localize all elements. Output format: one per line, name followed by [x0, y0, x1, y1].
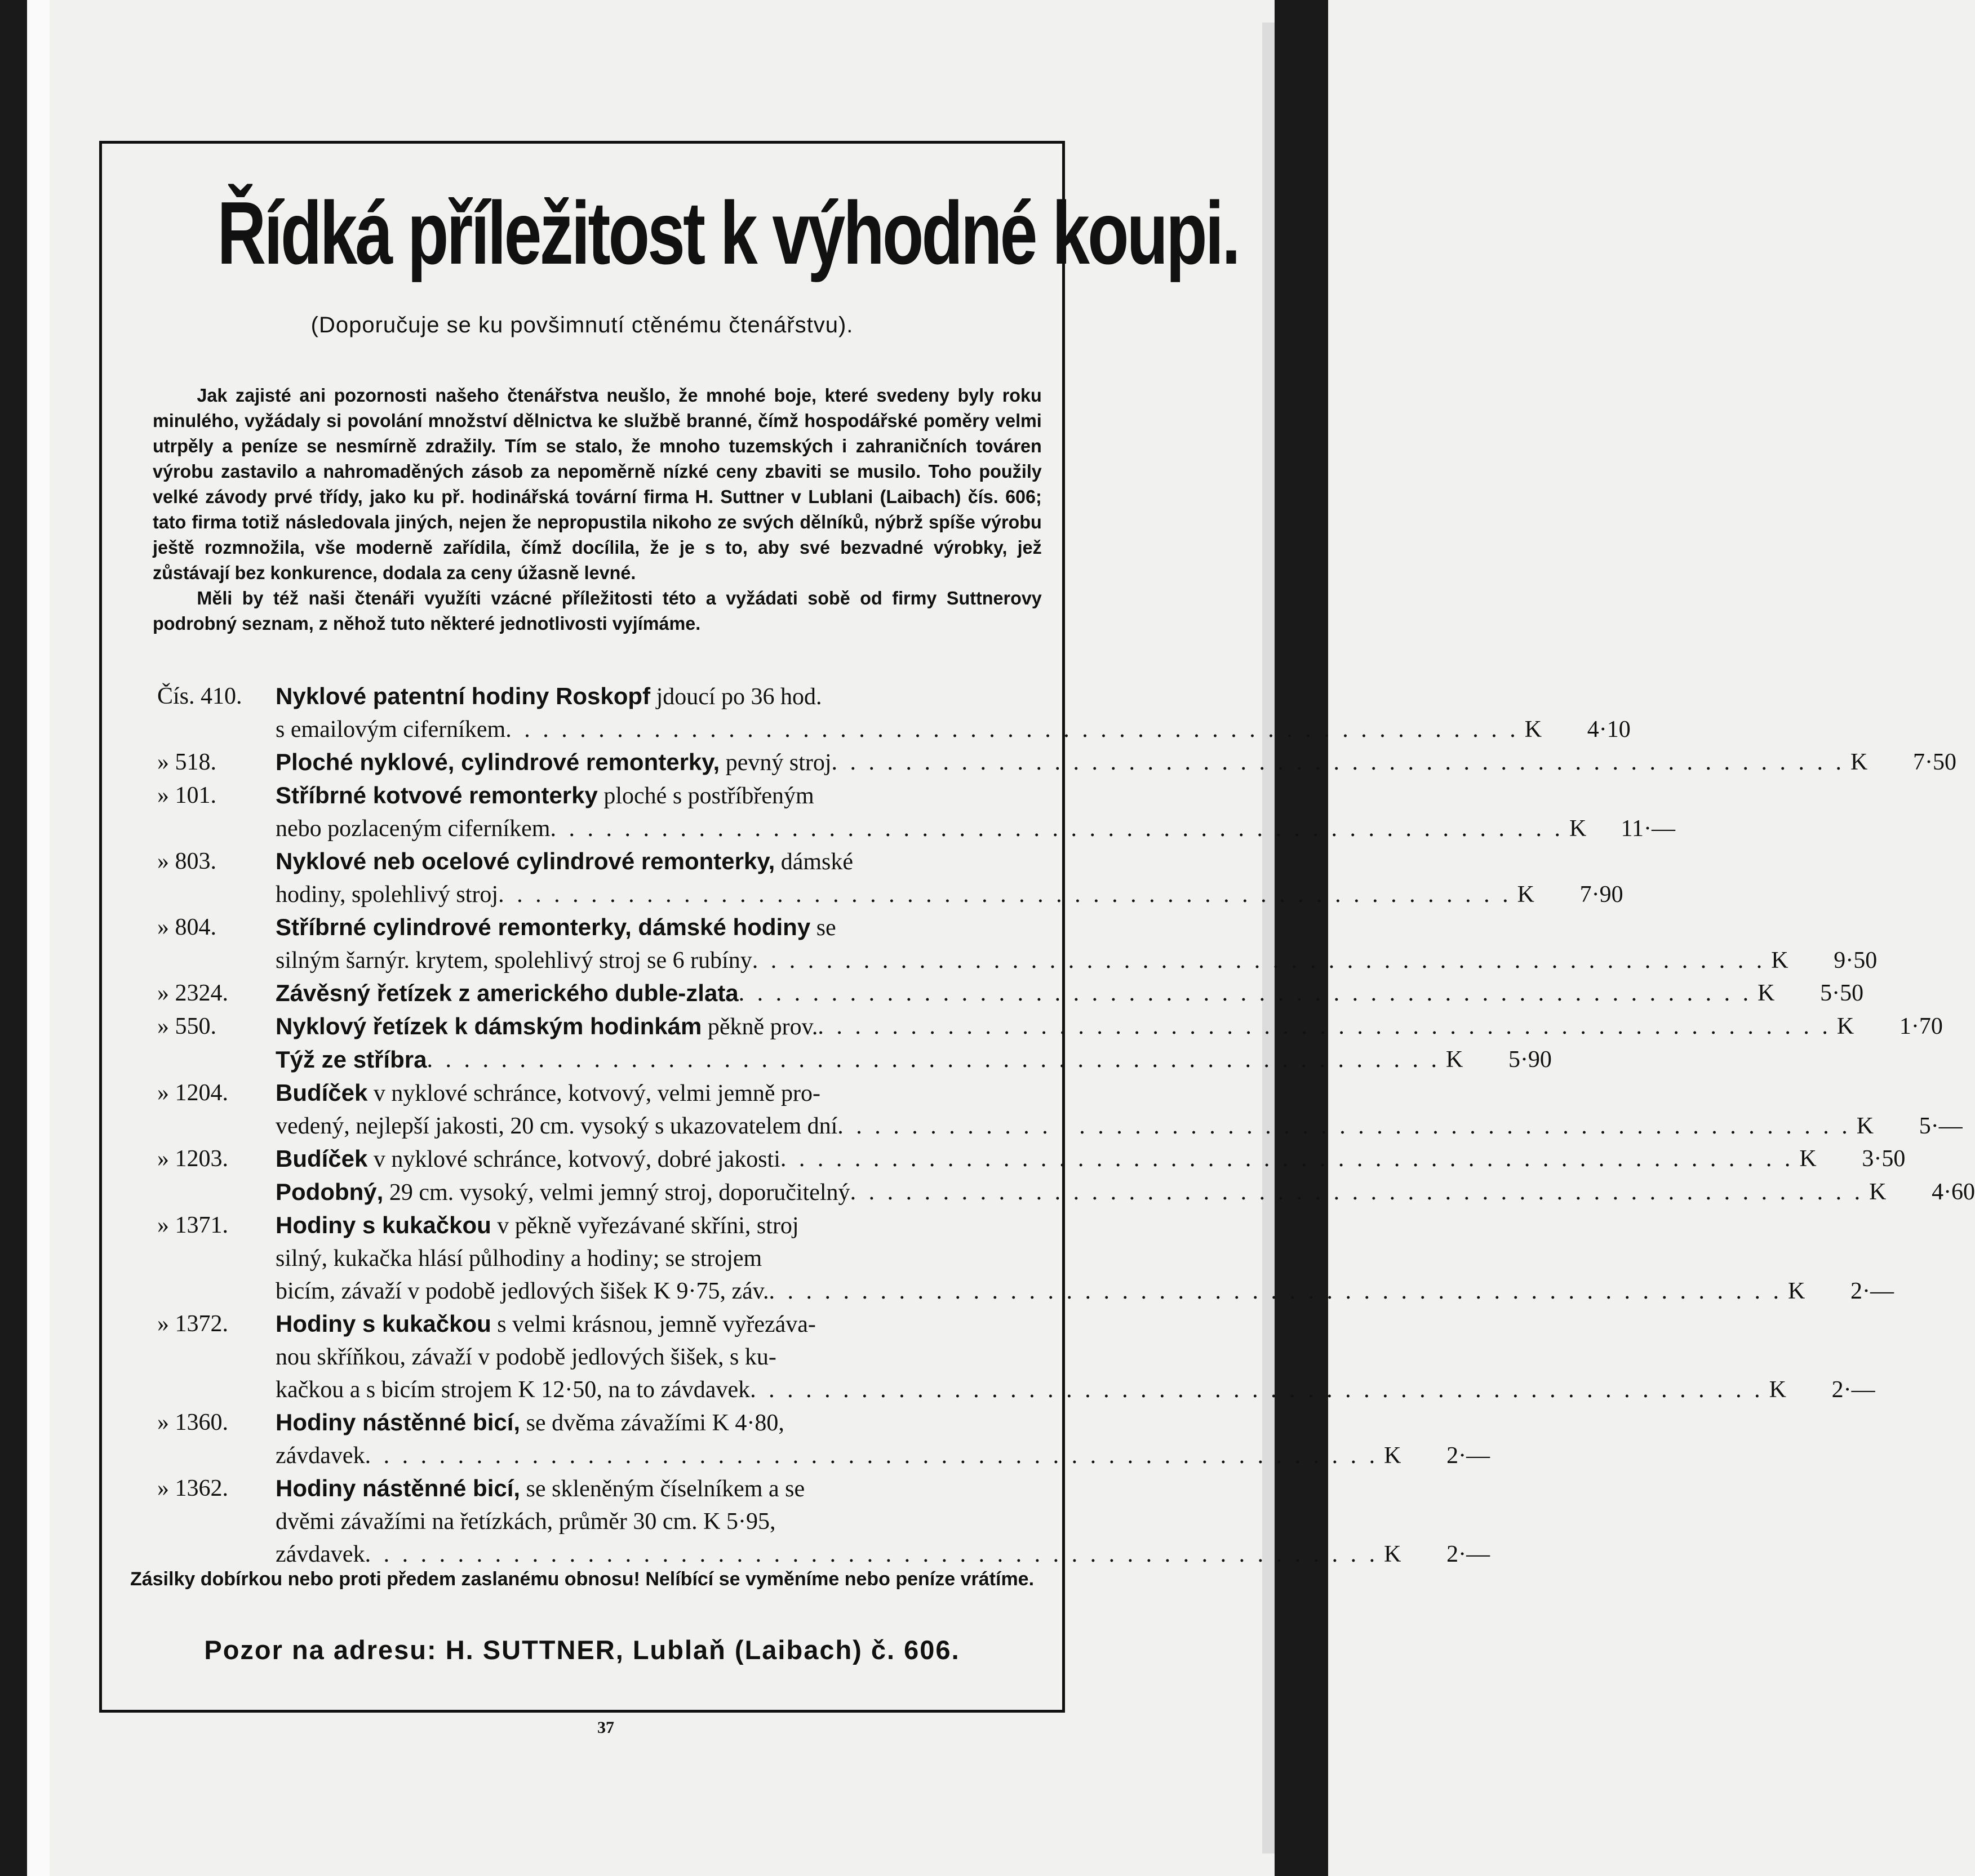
currency-label: K — [1771, 948, 1788, 973]
leader-dots: . . . . . . . . . . . . . . . . . . . . . . . . . . . . . . . . . . . . . . . . . . . . . . . . . . . . . . . — [780, 1146, 1794, 1172]
item-line — [276, 779, 1675, 812]
currency-label: K — [1799, 1146, 1817, 1172]
item-line — [276, 746, 1956, 779]
leader-dots: . . . . . . . . . . . . . . . . . . . . . . . . . . . . . . . . . . . . . . . . . . . . . . . . . . . . . . . — [365, 1541, 1379, 1567]
price-value: 5·50 — [1820, 980, 1864, 1006]
item-line — [276, 680, 1631, 713]
list-item — [157, 1209, 1894, 1308]
item-description: závdavek — [276, 1443, 365, 1469]
currency-label: K — [1836, 1013, 1854, 1039]
leader-dots: . . . . . . . . . . . . . . . . . . . . . . . . . . . . . . . . . . . . . . . . . . . . . . . . . . . . . . . — [769, 1278, 1783, 1304]
leader-dots: . . . . . . . . . . . . . . . . . . . . . . . . . . . . . . . . . . . . . . . . . . . . . . . . . . . . . . . — [818, 1013, 1831, 1039]
item-name: Hodiny nástěnné bicí, — [276, 1475, 521, 1501]
item-description: pěkně prov. — [702, 1014, 818, 1040]
list-item — [157, 779, 1675, 845]
item-line — [276, 1077, 1963, 1110]
price-value: 2·— — [1831, 1377, 1875, 1403]
price-value: 1·70 — [1899, 1013, 1943, 1039]
shipping-note: Zásilky dobírkou nebo proti předem zaslanému obnosu! Nelíbící se vyměníme nebo peníze vrátíme. — [130, 1568, 1035, 1590]
item-name: Budíček — [276, 1145, 368, 1172]
ad-title: Řídká příležitost k výhodné koupi. — [217, 184, 1239, 283]
item-line — [276, 1209, 1894, 1242]
item-description: hodiny, spolehlivý stroj — [276, 882, 499, 908]
item-line — [276, 812, 1675, 845]
intro-text — [153, 383, 1042, 636]
currency-label: K — [1769, 1377, 1786, 1403]
item-number: » 1203. — [157, 1146, 228, 1172]
list-item — [157, 746, 1957, 779]
item-description: pevný stroj — [720, 750, 832, 776]
price-value: 5·90 — [1508, 1047, 1552, 1073]
leader-dots: . . . . . . . . . . . . . . . . . . . . . . . . . . . . . . . . . . . . . . . . . . . . . . . . . . . . . . . — [505, 717, 1519, 743]
item-description: silným šarnýr. krytem, spolehlivý stroj se 6 rubíny — [276, 948, 752, 973]
item-line — [276, 1275, 1894, 1308]
item-name: Závěsný řetízek z amerického duble-zlata — [276, 980, 739, 1006]
price-value: 5·— — [1919, 1113, 1963, 1139]
list-item — [157, 1010, 1943, 1043]
item-line — [276, 944, 1877, 977]
item-description: nou skříňkou, závaží v podobě jedlových šišek, s ku- — [276, 1344, 776, 1370]
list-item — [157, 1308, 1875, 1406]
item-name: Podobný, — [276, 1179, 384, 1205]
item-description: ploché s postříbřeným — [597, 783, 814, 809]
list-item — [157, 977, 1864, 1010]
item-description: s velmi krásnou, jemně vyřezáva- — [491, 1312, 816, 1337]
item-price — [1845, 746, 1956, 779]
leader-dots: . . . . . . . . . . . . . . . . . . . . . . . . . . . . . . . . . . . . . . . . . . . . . . . . . . . . . . . — [837, 1113, 1851, 1139]
item-description: se dvěma závažími K 4·80, — [520, 1410, 784, 1436]
item-name: Nyklové patentní hodiny Roskopf — [276, 683, 651, 709]
item-number — [157, 1043, 276, 1077]
item-name: Stříbrné kotvové remonterky — [276, 782, 598, 808]
intro-paragraph-2: Měli by též naši čtenáři využíti vzácné příležitosti této a vyžádati sobě od firmy Suttnerovy podrobný seznam, z něhož tuto některé jednotlivosti vyjímáme. — [153, 588, 1042, 634]
currency-label: K — [1384, 1443, 1401, 1469]
price-value: 2·— — [1446, 1443, 1490, 1469]
item-description: jdoucí po 36 hod. — [650, 684, 822, 710]
price-value: 2·— — [1850, 1278, 1894, 1304]
item-name: Ploché nyklové, cylindrové remonterky, — [276, 749, 720, 775]
list-item — [157, 911, 1878, 977]
list-item — [157, 1176, 1975, 1209]
item-description: bicím, závaží v podobě jedlových šišek K 9·75, záv. — [276, 1278, 769, 1304]
item-name: Nyklové neb ocelové cylindrové remonterky, — [276, 848, 775, 874]
price-value: 7·90 — [1579, 882, 1623, 908]
list-item — [157, 845, 1623, 911]
item-description: vedený, nejlepší jakosti, 20 cm. vysoký s ukazovatelem dní — [276, 1113, 838, 1139]
item-line — [276, 878, 1623, 911]
advertisement-frame — [99, 141, 1975, 1713]
item-line — [276, 845, 1623, 878]
leader-dots: . . . . . . . . . . . . . . . . . . . . . . . . . . . . . . . . . . . . . . . . . . . . . . . . . . . . . . . — [750, 1377, 1764, 1403]
item-description: se — [810, 915, 836, 941]
address-line: Pozor na adresu: H. SUTTNER, Lublaň (Laibach) č. 606. — [204, 1635, 960, 1665]
currency-label: K — [1850, 749, 1868, 775]
currency-label: K — [1384, 1541, 1401, 1567]
currency-label: K — [1856, 1113, 1874, 1139]
item-description: v pěkně vyřezávané skříni, stroj — [491, 1213, 799, 1239]
list-item — [157, 680, 1631, 746]
currency-label: K — [1524, 717, 1542, 743]
item-line — [276, 977, 1863, 1010]
item-price — [1564, 812, 1675, 845]
item-description: dvěmi závažími na řetízkách, průměr 30 cm. K 5·95, — [276, 1509, 776, 1535]
item-name: Týž ze stříbra — [276, 1046, 427, 1073]
item-price — [1752, 977, 1863, 1010]
price-value: 9·50 — [1834, 948, 1878, 973]
price-value: 4·10 — [1587, 717, 1631, 743]
leader-dots: . . . . . . . . . . . . . . . . . . . . . . . . . . . . . . . . . . . . . . . . . . . . . . . . . . . . . . . — [427, 1047, 1440, 1073]
item-line — [276, 1242, 1894, 1275]
item-description: nebo pozlaceným ciferníkem — [276, 816, 551, 842]
item-number: » 1372. — [157, 1311, 228, 1337]
item-name: Budíček — [276, 1079, 368, 1106]
item-line — [276, 1043, 1552, 1077]
item-line — [276, 1439, 1490, 1472]
item-line — [276, 1308, 1875, 1341]
item-line — [276, 1505, 1490, 1538]
item-price — [1378, 1538, 1490, 1571]
currency-label: K — [1788, 1278, 1805, 1304]
item-price — [1782, 1275, 1894, 1308]
currency-label: K — [1757, 980, 1775, 1006]
ad-subtitle: (Doporučuje se ku povšimnutí ctěnému čtenářstvu). — [310, 313, 854, 337]
leader-dots: . . . . . . . . . . . . . . . . . . . . . . . . . . . . . . . . . . . . . . . . . . . . . . . . . . . . . . . — [365, 1443, 1379, 1469]
item-line — [276, 1406, 1490, 1439]
previous-page-margin — [27, 0, 50, 1876]
item-description: silný, kukačka hlásí půlhodiny a hodiny; se strojem — [276, 1246, 762, 1272]
item-line — [276, 1341, 1875, 1373]
intro-paragraph-1: Jak zajisté ani pozornosti našeho čtenářstva neušlo, že mnohé boje, které svedeny byly roku minulého, vyžádaly si povolání množství dělnictva ke službě branné, čímž hospodářské poměry velmi utrpěly a peníze se nesmírně zdražily. Tím se stalo, že mnoho tuzemských i zahraničních továren výrobu zastavilo a nahromaděných zásob za nepoměrně nízké ceny zbaviti se musilo. Toho použily velké závody prvé třídy, jako ku př. hodinářská tovární firma H. Suttner v Lublani (Laibach) čís. 606; tato firma totiž následovala jiných, nejen že nepropustila nikoho ze svých dělníků, nýbrž spíše výrobu ještě rozmnožila, vše moderně zařídila, čímž docílila, že je s to, aby své bezvadné výrobky, jež zůstávají bez konkurence, dodala za ceny úžasně levné. — [153, 385, 1042, 583]
item-number: » 550. — [157, 1013, 216, 1039]
item-number: » 1362. — [157, 1475, 228, 1501]
item-description: se skleněným číselníkem a se — [520, 1476, 805, 1502]
item-line — [276, 1110, 1963, 1143]
item-name: Stříbrné cylindrové remonterky, dámské hodiny — [276, 914, 811, 940]
item-description: kačkou a s bicím strojem K 12·50, na to závdavek — [276, 1377, 751, 1403]
price-value: 7·50 — [1913, 749, 1957, 775]
item-line — [276, 1472, 1490, 1505]
item-line — [276, 1176, 1975, 1209]
list-item — [157, 1143, 1906, 1176]
item-number: » 1360. — [157, 1410, 228, 1435]
item-name: Hodiny s kukačkou — [276, 1212, 491, 1238]
leader-dots: . . . . . . . . . . . . . . . . . . . . . . . . . . . . . . . . . . . . . . . . . . . . . . . . . . . . . . . — [550, 816, 1564, 842]
price-value: 2·— — [1446, 1541, 1490, 1567]
item-description: dámské — [775, 849, 854, 875]
item-line — [276, 1143, 1905, 1176]
item-description: s emailovým ciferníkem — [276, 717, 506, 743]
item-price — [1765, 944, 1877, 977]
item-description: závdavek — [276, 1541, 365, 1567]
currency-label: K — [1517, 882, 1534, 908]
item-price — [1512, 878, 1623, 911]
page-number: 37 — [597, 1718, 614, 1737]
item-price — [1831, 1010, 1943, 1043]
item-price — [1519, 713, 1631, 746]
item-number: » 2324. — [157, 980, 228, 1006]
item-description: 29 cm. vysoký, velmi jemný stroj, doporučitelný — [383, 1180, 850, 1206]
list-item — [157, 1043, 1552, 1077]
price-value: 3·50 — [1862, 1146, 1906, 1172]
item-number: » 101. — [157, 783, 216, 808]
list-item — [157, 1406, 1490, 1472]
leader-dots: . . . . . . . . . . . . . . . . . . . . . . . . . . . . . . . . . . . . . . . . . . . . . . . . . . . . . . . — [752, 948, 1766, 973]
item-price — [1764, 1373, 1875, 1406]
price-list — [157, 680, 1975, 1571]
item-line — [276, 1373, 1875, 1406]
leader-dots: . . . . . . . . . . . . . . . . . . . . . . . . . . . . . . . . . . . . . . . . . . . . . . . . . . . . . . . — [850, 1179, 1864, 1205]
item-description: v nyklové schránce, kotvový, dobré jakosti — [367, 1146, 780, 1172]
price-value: 11·— — [1621, 816, 1675, 842]
item-number: Čís. 410. — [157, 683, 242, 709]
item-number: » 1204. — [157, 1080, 228, 1106]
scan-edge-left — [0, 0, 27, 1876]
item-price — [1440, 1043, 1552, 1077]
item-price — [1794, 1143, 1905, 1176]
leader-dots: . . . . . . . . . . . . . . . . . . . . . . . . . . . . . . . . . . . . . . . . . . . . . . . . . . . . . . . — [738, 980, 1752, 1006]
list-item — [157, 1472, 1490, 1571]
item-number: » 1371. — [157, 1212, 228, 1238]
currency-label: K — [1445, 1047, 1463, 1073]
item-price — [1378, 1439, 1490, 1472]
item-description: v nyklové schránce, kotvový, velmi jemně pro- — [367, 1081, 821, 1106]
item-number: » 804. — [157, 914, 216, 940]
currency-label: K — [1569, 816, 1587, 842]
item-number: » 803. — [157, 848, 216, 874]
item-line — [276, 911, 1877, 944]
item-price — [1863, 1176, 1975, 1209]
item-line — [276, 1010, 1943, 1043]
item-name: Hodiny s kukačkou — [276, 1310, 491, 1337]
item-line — [276, 713, 1631, 746]
item-number: » 518. — [157, 749, 216, 775]
item-name: Hodiny nástěnné bicí, — [276, 1409, 521, 1435]
leader-dots: . . . . . . . . . . . . . . . . . . . . . . . . . . . . . . . . . . . . . . . . . . . . . . . . . . . . . . . — [498, 882, 1512, 908]
currency-label: K — [1869, 1179, 1887, 1205]
leader-dots: . . . . . . . . . . . . . . . . . . . . . . . . . . . . . . . . . . . . . . . . . . . . . . . . . . . . . . . — [831, 749, 1845, 775]
item-name: Nyklový řetízek k dámským hodinkám — [276, 1013, 702, 1039]
price-value: 4·60 — [1932, 1179, 1975, 1205]
item-price — [1851, 1110, 1963, 1143]
list-item — [157, 1077, 1963, 1143]
item-number — [157, 1176, 276, 1209]
